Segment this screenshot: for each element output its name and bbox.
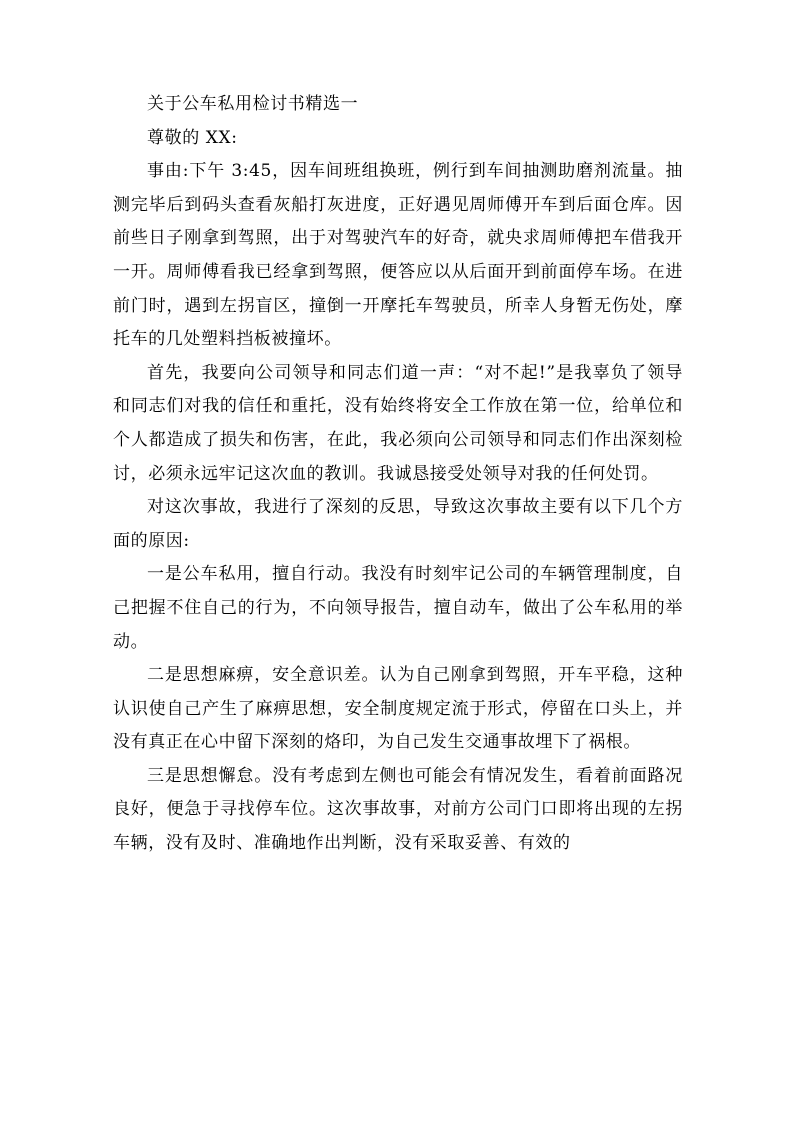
- salutation: 尊敬的 XX:: [147, 127, 238, 148]
- paragraph-reason-one: 一是公车私用，擅自行动。我没有时刻牢记公司的车辆管理制度，自己把握不住自己的行为，不向领导报告，擅自动车，做出了公车私用的举动。: [113, 564, 683, 652]
- document-body: [113, 88, 683, 861]
- paragraph-reflection: 对这次事故，我进行了深刻的反思，导致这次事故主要有以下几个方面的原因:: [113, 497, 683, 551]
- document-title: 关于公车私用检讨书精选一: [147, 94, 359, 114]
- paragraph-reason-three: 三是思想懈怠。没有考虑到左侧也可能会有情况发生，看着前面路况良好，便急于寻找停车位。这次事故事，对前方公司门口即将出现的左拐车辆，没有及时、准确地作出判断，没有采取妥善、有效的: [113, 765, 683, 854]
- paragraph-incident: 事由:下午 3:45，因车间班组换班，例行到车间抽测助磨剂流量。抽测完毕后到码头查看灰船打灰进度，正好遇见周师傅开车到后面仓库。因前些日子刚拿到驾照，出于对驾驶汽车的好奇，就央求周师傅把车借我开一开。周师傅看我已经拿到驾照，便答应以从后面开到前面停车场。在进前门时，遇到左拐盲区，撞倒一开摩托车驾驶员，所幸人身暂无伤处，摩托车的几处塑料挡板被撞坏。: [113, 161, 683, 350]
- paragraph-apology: 首先，我要向公司领导和同志们道一声：“对不起!”是我辜负了领导和同志们对我的信任和重托，没有始终将安全工作放在第一位，给单位和个人都造成了损失和伤害，在此，我必须向公司领导和同志们作出深刻检讨，必须永远牢记这次血的教训。我诚恳接受处领导对我的任何处罚。: [113, 362, 683, 484]
- paragraph-reason-two: 二是思想麻痹，安全意识差。认为自己刚拿到驾照，开车平稳，这种认识使自己产生了麻痹思想，安全制度规定流于形式，停留在口头上，并没有真正在心中留下深刻的烙印，为自己发生交通事故埋下了祸根。: [113, 665, 683, 753]
